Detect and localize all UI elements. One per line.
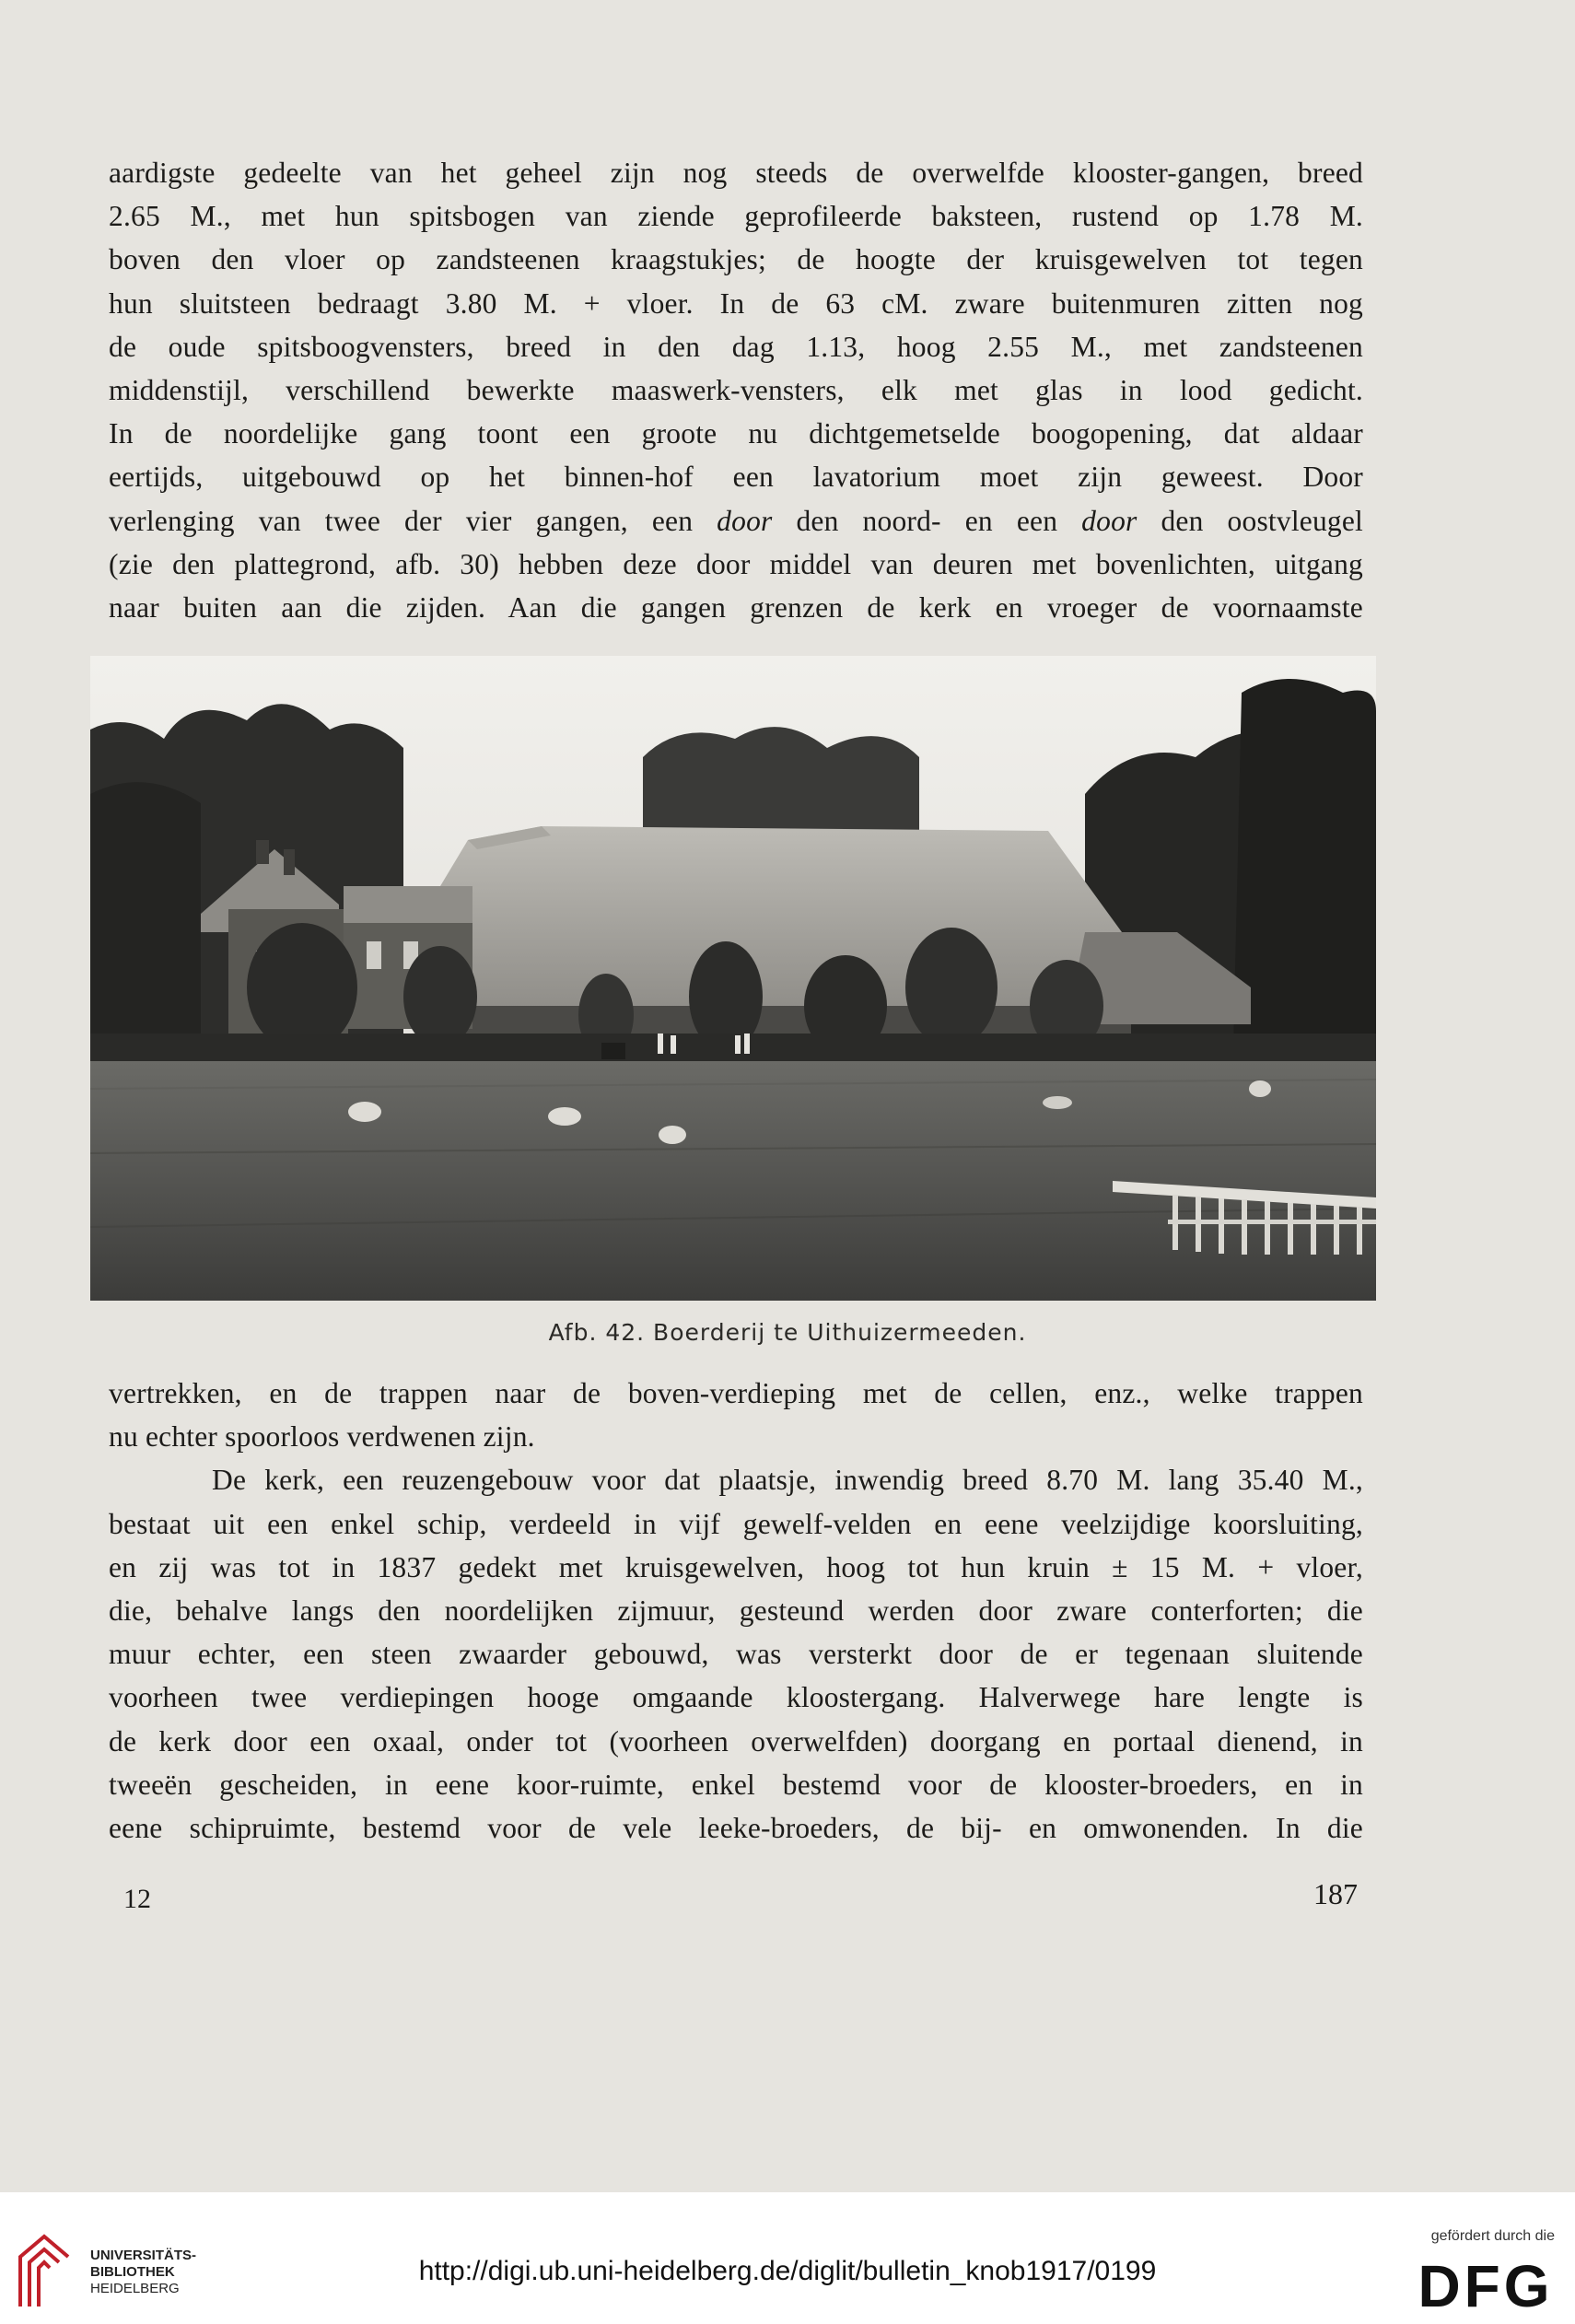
italic-run: door bbox=[1081, 504, 1138, 537]
dfg-logo-icon bbox=[1417, 2253, 1555, 2314]
library-name-line: UNIVERSITÄTS- bbox=[90, 2248, 197, 2263]
text-line-italic-mixed bbox=[109, 499, 1363, 543]
funded-by-label: gefördert durch die bbox=[1430, 2228, 1555, 2244]
text-line: eene schipruimte, bestemd voor de vele leeke-broeders, de bij- en omwonenden. In die bbox=[109, 1812, 1363, 1845]
dfg-logo-text: DFG bbox=[1418, 2253, 1554, 2314]
text-line: vertrekken, en de trappen naar de boven-verdieping met de cellen, enz., welke trappen bbox=[109, 1377, 1363, 1409]
body-text-top bbox=[109, 151, 1363, 629]
text-line: bestaat uit een enkel schip, verdeeld in vijf gewelf-velden en eene veelzijdige koorsluiting, bbox=[109, 1507, 1363, 1540]
digitization-footer bbox=[0, 2192, 1575, 2324]
text-line: die, behalve langs den noordelijken zijmuur, gesteund werden door zware conterforten; die bbox=[109, 1594, 1363, 1628]
text-run: den noord- en een bbox=[772, 504, 1082, 537]
text-line: aardigste gedeelte van het geheel zijn nog steeds de overwelfde klooster-gangen, breed bbox=[109, 157, 1363, 189]
text-line: 2.65 M., met hun spitsbogen van ziende geprofileerde baksteen, rustend op 1.78 M. bbox=[109, 200, 1363, 233]
text-run: verlenging van twee der vier gangen, een bbox=[109, 504, 718, 537]
text-line: en zij was tot in 1837 gedekt met kruisgewelven, hoog tot hun kruin ± 15 M. + vloer, bbox=[109, 1550, 1363, 1583]
text-line: boven den vloer op zandsteenen kraagstukjes; de hoogte der kruisgewelven tot tegen bbox=[109, 243, 1363, 276]
farm-photograph bbox=[90, 656, 1376, 1301]
signature-mark: 12 bbox=[123, 1884, 151, 1914]
text-line: middenstijl, verschillend bewerkte maaswerk-vensters, elk met glas in lood gedicht. bbox=[109, 374, 1363, 407]
figure-caption: Afb. 42. Boerderij te Uithuizermeeden. bbox=[548, 1319, 1027, 1346]
text-line-indented: De kerk, een reuzengebouw voor dat plaatsje, inwendig breed 8.70 M. lang 35.40 M., bbox=[212, 1464, 1363, 1497]
library-name-line: HEIDELBERG bbox=[90, 2281, 180, 2296]
text-line: muur echter, een steen zwaarder gebouwd, was versterkt door de er tegenaan sluitende bbox=[109, 1638, 1363, 1671]
text-line: naar buiten aan die zijden. Aan die gangen grenzen de kerk en vroeger de voornaamste bbox=[109, 591, 1363, 625]
text-line: tweeën gescheiden, in eene koor-ruimte, enkel bestemd voor de klooster-broeders, en in bbox=[109, 1768, 1363, 1801]
text-line: de kerk door een oxaal, onder tot (voorheen overwelfden) doorgang en portaal dienend, in bbox=[109, 1724, 1363, 1758]
permalink-url[interactable]: http://digi.ub.uni-heidelberg.de/diglit/bulletin_knob1917/0199 bbox=[418, 2256, 1157, 2286]
text-line: de oude spitsboogvensters, breed in den dag 1.13, hoog 2.55 M., met zandsteenen bbox=[109, 330, 1363, 363]
text-line: voorheen twee verdiepingen hooge omgaande kloostergang. Halverwege hare lengte is bbox=[109, 1681, 1363, 1714]
text-line: eertijds, uitgebouwd op het binnen-hof een lavatorium moet zijn geweest. Door bbox=[109, 461, 1363, 494]
text-line: nu echter spoorloos verdwenen zijn. bbox=[109, 1420, 535, 1454]
italic-run: door bbox=[717, 504, 773, 537]
library-name-line: BIBLIOTHEK bbox=[90, 2264, 175, 2280]
text-line: (zie den plattegrond, afb. 30) hebben deze door middel van deuren met bovenlichten, uitgang bbox=[109, 547, 1363, 580]
text-line: hun sluitsteen bedraagt 3.80 M. + vloer. In de 63 cM. zware buitenmuren zitten nog bbox=[109, 286, 1363, 320]
body-text-bottom bbox=[109, 1372, 1363, 1850]
text-line: In de noordelijke gang toont een groote nu dichtgemetselde boogopening, dat aldaar bbox=[109, 417, 1363, 450]
text-run: den oostvleugel bbox=[1137, 504, 1363, 537]
page-number: 187 bbox=[1313, 1877, 1358, 1910]
